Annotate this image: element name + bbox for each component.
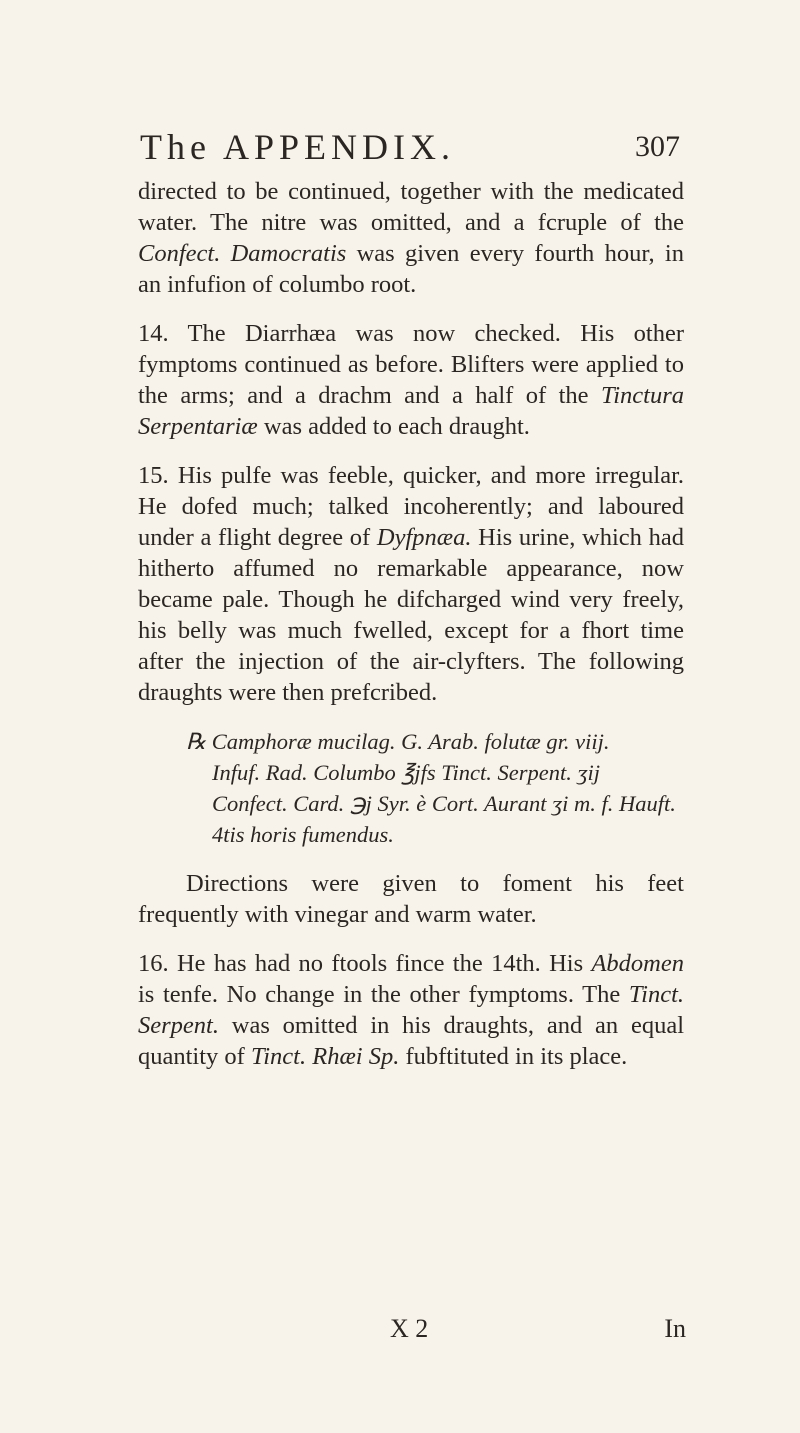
italic-term: Tinct. Serpent. [138,981,684,1039]
italic-term: Abdomen [591,950,684,977]
prescription-line: ℞ Camphoræ mucilag. G. Arab. folutæ gr. viij. [186,729,610,754]
catchword: In [664,1314,686,1343]
prescription-line: Infuf. Rad. Columbo ℥jfs Tinct. Serpent. ʒij [212,760,600,785]
running-head: The APPENDIX. [140,127,455,167]
page-footer [140,1314,686,1354]
italic-term: Tinctura Serpentariæ [138,382,684,440]
prescription-line: 4tis horis fumendus. [212,822,394,847]
paragraph-14: 14. The Diarrhæa was now checked. His other fymptoms continued as before. Blifters were applied to the arms; and a drachm and a half of the Tinctura Serpentariæ was added to each draught. [138,320,684,440]
page-header [140,126,680,176]
page-number: 307 [635,130,680,163]
prescription-block [138,726,684,850]
paragraph-number: 16. [138,950,169,977]
paragraph-number: 14. [138,320,169,347]
paragraph-number: 15. [138,462,169,489]
italic-term: Confect. Damocratis [138,240,347,267]
prescription-line: Confect. Card. ℈j Syr. è Cort. Aurant ʒi m. f. Hauft. [212,791,676,816]
paragraph-directions: Directions were given to foment his feet frequently with vinegar and warm water. [138,870,684,928]
signature-mark: X 2 [390,1314,429,1343]
italic-term: Tinct. Rhæi Sp. [250,1043,400,1070]
paragraph-16: 16. He has had no ftools fince the 14th. His Abdomen is tenfe. No change in the other fymptoms. The Tinct. Serpent. was omitted in his draughts, and an equal quantity of Tinct. Rhæi Sp. fubftituted in its place. [138,950,684,1070]
paragraph-continued: directed to be continued, together with the medicated water. The nitre was omitted, and a fcruple of the Confect. Damocratis was given every fourth hour, in an infufion of columbo root. [138,178,684,298]
paragraph-15: 15. His pulfe was feeble, quicker, and more irregular. He dofed much; talked incoherently; and laboured under a flight degree of Dyfpnæa. His urine, which had hitherto affumed no remarkable appearance, now became pale. Though he difcharged wind very freely, his belly was much fwelled, except for a fhort time after the injection of the air-clyfters. The following draughts were then prefcribed. [138,462,684,706]
italic-term: Dyfpnæa. [376,524,472,551]
body-text [138,176,684,1072]
